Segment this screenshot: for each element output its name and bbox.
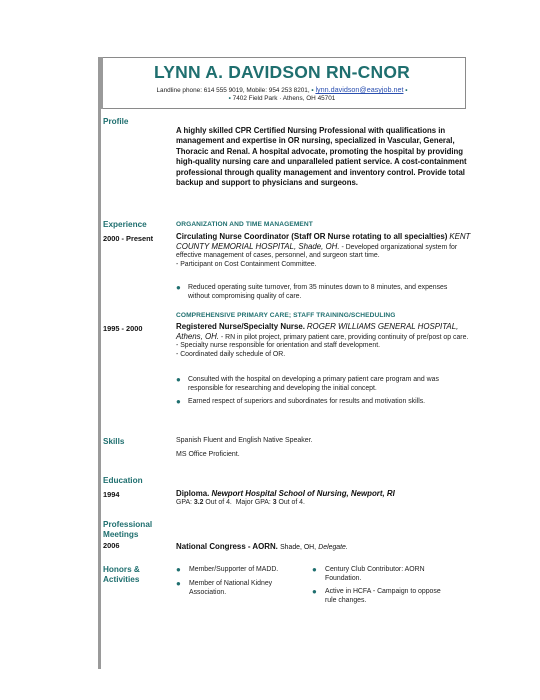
job-category: ORGANIZATION AND TIME MANAGEMENT [176,221,313,228]
job-dates: 2000 - Present [103,234,154,243]
address: 7402 Field Park · Athens, OH 45701 [232,95,336,102]
job-bullet: ● Consulted with the hospital on developing a primary patient care program and was responsible for researching and developing the initial concept. [176,375,439,392]
section-label-honors: Honors & [103,565,140,574]
bullet-icon: ● [176,565,181,574]
job-bullet: ● Reduced operating suite turnover, from 35 minutes down to 8 minutes, and expenses without compromising quality of care. [176,283,448,300]
job-description: - RN in pilot project, primary patient care, providing continuity of pre/post op care. [220,333,469,341]
separator-dot: • [311,87,314,94]
section-label-skills: Skills [103,437,125,446]
bullet-icon: ● [312,587,317,596]
job-category: COMPREHENSIVE PRIMARY CARE; STAFF TRAINING/SCHEDULING [176,312,396,319]
honor-item: ● Member/Supporter of MADD. [176,565,279,574]
job-title: Circulating Nurse Coordinator (Staff OR Nurse rotating to all specialties) [176,232,448,241]
section-label-experience: Experience [103,220,147,229]
candidate-name: LYNN A. DAVIDSON RN-CNOR [154,62,410,82]
bullet-icon: ● [176,283,181,292]
gpa-line: GPA: 3.2 Out of 4. Major GPA: 3 Out of 4. [176,499,305,506]
resume-header [98,57,466,109]
job-entry [176,233,476,269]
skill-item: Spanish Fluent and English Native Speaker. [176,437,313,444]
section-label-profile: Profile [103,117,129,126]
honor-item: ● Active in HCFA - Campaign to oppose rule changes. [312,587,441,604]
job-employer: ROGER WILLIAMS GENERAL HOSPITAL, Athens, OH. [176,322,459,341]
job-extra: - Specialty nurse responsible for orientation and staff development. [176,342,381,350]
job-extra: - Coordinated daily schedule of OR. [176,350,286,358]
job-description: - Developed organizational system for effective management of cases, personnel, and surgeon start time. [176,243,458,260]
section-label-education: Education [103,476,143,485]
meeting-year: 2006 [103,541,120,550]
education-degree-line [176,489,476,498]
bullet-icon: ● [176,579,181,588]
degree: Diploma. [176,489,210,498]
section-label-meetings: Professional [103,520,153,529]
left-margin-bar [98,107,101,669]
job-title: Registered Nurse/Specialty Nurse. [176,322,305,331]
gpa-value: 3.2 [193,499,204,506]
education-year: 1994 [103,490,120,499]
contact-line [99,85,465,94]
bullet-icon: ● [176,375,181,384]
job-extra: - Participant on Cost Containment Committee. [176,260,317,268]
skill-item: MS Office Proficient. [176,451,240,458]
job-entry [176,323,476,359]
honor-item: ● Century Club Contributor: AORN Foundation. [312,565,425,582]
phone-numbers: Landline phone: 614 555 9019, Mobile: 954 253 8201, [156,87,310,94]
separator-dot: • [228,95,231,102]
job-bullet: ● Earned respect of superiors and subordinates for results and motivation skills. [176,397,426,406]
job-employer: KENT COUNTY MEMORIAL HOSPITAL, Shade, OH. [176,232,471,251]
school: Newport Hospital School of Nursing, Newport, RI [211,489,395,498]
meeting-location: Shade, OH, [280,544,317,551]
meeting-line [176,542,348,551]
bullet-icon: ● [312,565,317,574]
job-dates: 1995 - 2000 [103,324,143,333]
email-link[interactable]: lynn.davidson@easyjob.net [315,85,404,94]
meeting-event: National Congress - AORN. [176,542,278,551]
section-label-meetings-2: Meetings [103,530,139,539]
major-gpa-value: 3 [272,499,277,506]
meeting-role: Delegate. [318,544,348,551]
separator-dot: • [405,87,408,94]
profile-summary: A highly skilled CPR Certified Nursing Professional with qualifications in management and expertise in OR nursing, specialized in Vascular, General, Thoracic and Renal. A hospital advocate, promoting the hospital by providing high-quality nursing care and unparalleled patient service. A cost-containment professional through quality management and inventory control. Provide total backup and support to physicians and surgeons. [176,126,467,188]
honor-item: ● Member of National Kidney Association. [176,579,273,596]
section-label-honors-2: Activities [103,575,140,584]
address-line [99,95,465,102]
bullet-icon: ● [176,397,181,406]
